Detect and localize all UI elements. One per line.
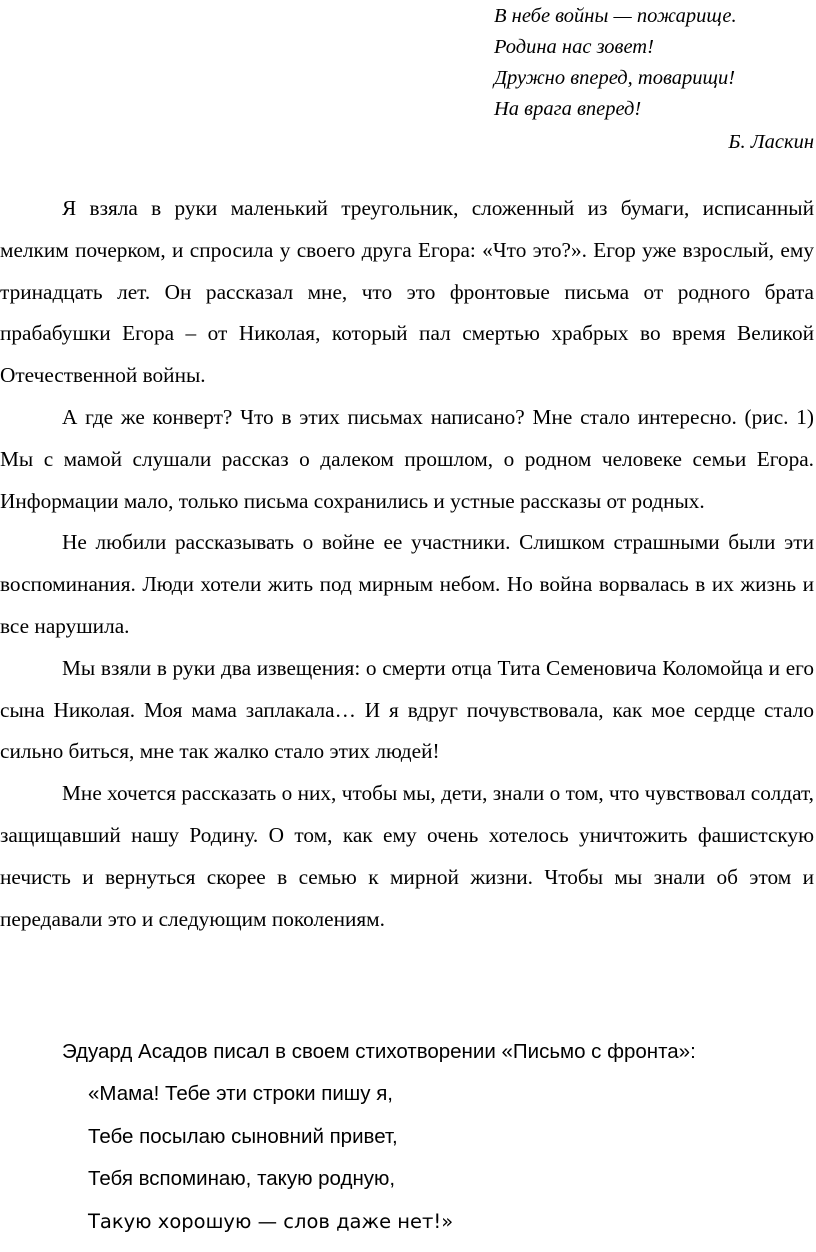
poem-line: «Мама! Тебе эти строки пишу я, xyxy=(88,1082,393,1105)
poem-line: Тебе посылаю сыновний привет, xyxy=(88,1124,398,1148)
epigraph-line: В небе войны — пожарище. xyxy=(494,5,737,27)
poem-line: Тебя вспоминаю, такую родную, xyxy=(88,1167,396,1190)
epigraph-line: На врага вперед! xyxy=(494,98,642,120)
paragraph: Не любили рассказывать о войне ее участники. Слишком страшными были эти воспоминания. Люди хотели жить под мирным небом. Но война ворвалась в их жизнь и все нарушила. xyxy=(0,530,814,638)
paragraph: Мне хочется рассказать о них, чтобы мы, дети, знали о том, что чувствовал солдат, защищавший нашу Родину. О том, как ему очень хотелось уничтожить фашистскую нечисть и вернуться скорее в семью к мирной жизни. Чтобы мы знали об этом и передавали это и следующим поколениям. xyxy=(0,781,814,931)
poem-line: Такую хорошую — слов даже нет!» xyxy=(88,1209,454,1233)
essay-body xyxy=(0,188,814,940)
epigraph-author: Б. Ласкин xyxy=(728,131,814,153)
epigraph-line: Родина нас зовет! xyxy=(494,36,654,58)
paragraph: А где же конверт? Что в этих письмах написано? Мне стало интересно. (рис. 1) Мы с мамой слушали рассказ о далеком прошлом, о родном человеке семьи Егора. Информации мало, только письма сохранились и устные рассказы от родных. xyxy=(0,404,814,513)
poem-quote xyxy=(88,1078,453,1248)
epigraph-line: Дружно вперед, товарищи! xyxy=(494,67,736,89)
paragraph: Мы взяли в руки два извещения: о смерти отца Тита Семеновича Коломойца и его сына Николая. Моя мама заплакала… И я вдруг почувствовала, как мое сердце стало сильно биться, мне так жалко стало этих людей! xyxy=(0,655,814,764)
poem-intro: Эдуард Асадов писал в своем стихотворении «Письмо с фронта»: xyxy=(62,1040,696,1063)
epigraph xyxy=(494,0,816,158)
paragraph: Я взяла в руки маленький треугольник, сложенный из бумаги, исписанный мелким почерком, и спросила у своего друга Егора: «Что это?». Егор уже взрослый, ему тринадцать лет. Он рассказал мне, что это фронтовые письма от родного брата прабабушки Егора – от Николая, который пал смертью храбрых во время Великой Отечественной войны. xyxy=(0,196,814,388)
